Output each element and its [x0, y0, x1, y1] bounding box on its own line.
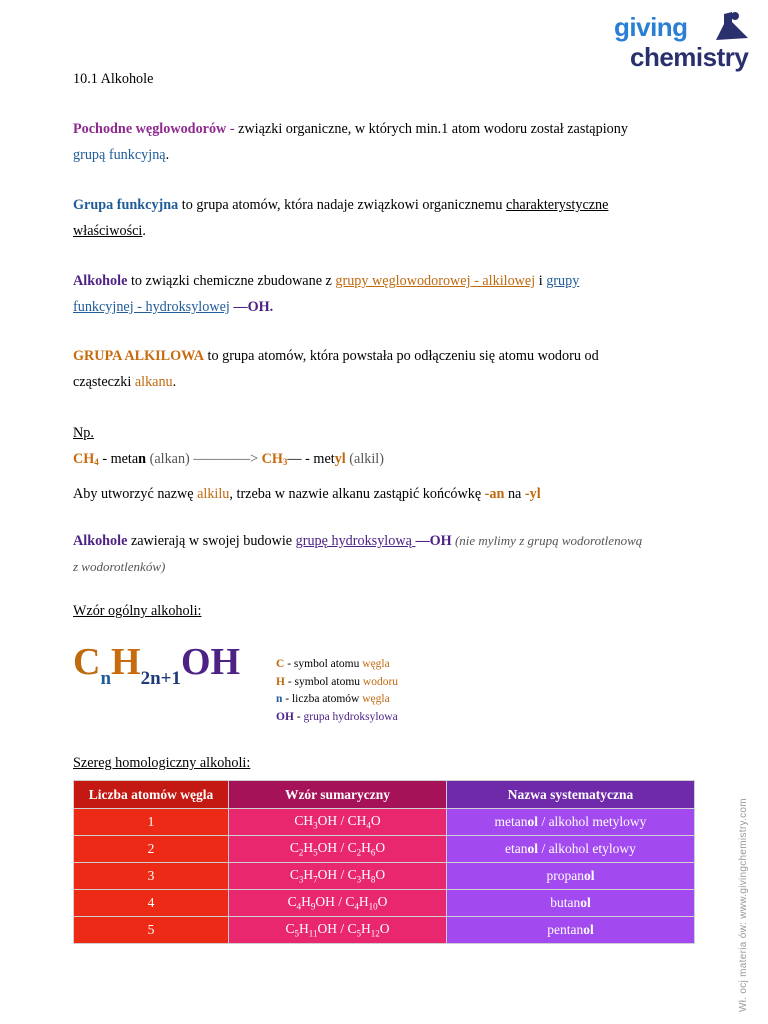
note: z wodorotlenków) — [73, 559, 166, 574]
formula-c: C — [73, 641, 101, 683]
giving-chemistry-logo — [614, 10, 764, 74]
example-block — [73, 420, 693, 507]
functional-group-link: grupą funkcyjną — [73, 147, 166, 163]
legend-word: węgla — [362, 693, 390, 705]
cell-formula: $C_2H_5OH / C_2H_6O$ — [229, 836, 447, 863]
logo-line1: giving — [614, 12, 688, 42]
text: (alkan) ————> — [146, 451, 262, 467]
homologous-series-table — [73, 780, 695, 944]
text: związki organiczne, w których min.1 atom wodoru został zastąpiony — [238, 121, 628, 137]
term-alkyl-group: GRUPA ALKILOWA — [73, 348, 204, 364]
text: to grupa atomów, która powstała po odłączeniu się atomu wodoru od — [204, 348, 599, 364]
term-alcohols: Alkohole — [73, 533, 128, 549]
header-carbon-count: Liczba atomów węgla — [74, 781, 229, 809]
text: alkilu — [197, 486, 230, 502]
hydroxyl-group-link: funkcyjnej - hydroksylowej — [73, 299, 230, 315]
term-alcohols: Alkohole — [73, 273, 128, 289]
paragraph-alkyl-group — [73, 343, 693, 395]
formula-h: H — [111, 641, 141, 683]
text: to grupa atomów, która nadaje związkowi organicznemu — [178, 197, 507, 213]
alkyl-group-link: grupy węglowodorowej - alkilowej — [335, 273, 536, 289]
legend-item — [276, 709, 398, 727]
paragraph-hydroxyl — [73, 528, 693, 580]
subscript: 3 — [282, 457, 288, 467]
cell-name: propanol — [447, 863, 695, 890]
cell-formula: $C_4H_9OH / C_4H_{10}O$ — [229, 890, 447, 917]
example-label: Np. — [73, 425, 94, 441]
term-derivatives: Pochodne węglowodorów — [73, 121, 227, 137]
text: i — [535, 273, 547, 289]
flask-icon — [710, 10, 754, 42]
underlined-text: charakterystyczne — [506, 197, 609, 213]
legend-symbol: n — [276, 693, 283, 705]
cell-name: butanol — [447, 890, 695, 917]
note: (nie mylimy z grupą wodorotlenową — [451, 533, 643, 548]
legend-word: grupa hydroksylowa — [303, 710, 398, 723]
text: cząsteczki — [73, 374, 135, 390]
dot: . — [165, 147, 170, 163]
legend-text: - symbol atomu — [284, 658, 363, 670]
text: (alkil) — [345, 451, 384, 467]
legend-symbol: H — [276, 675, 285, 688]
suffix: -yl — [524, 486, 541, 502]
underlined-text: właściwości — [73, 223, 143, 239]
text: to związki chemiczne zbudowane z — [127, 273, 336, 289]
oh-group: —OH. — [229, 299, 274, 315]
hydroxyl-group-link: grupę hydroksylową — [295, 533, 416, 549]
cell-carbon-count: 5 — [74, 917, 229, 944]
cell-name: etanol / alkohol etylowy — [447, 836, 695, 863]
table-header-row — [74, 781, 695, 809]
text: n — [138, 451, 147, 467]
formula-legend — [276, 656, 398, 726]
dash: - — [226, 121, 239, 137]
general-formula-title: Wzór ogólny alkoholi: — [73, 603, 202, 619]
dot: . — [142, 223, 146, 239]
formula-oh: OH — [181, 641, 241, 683]
watermark-text: Wł. ocj materia ów: www.givingchemistry.com — [738, 798, 749, 1012]
suffix: yl — [334, 451, 346, 467]
cell-carbon-count: 1 — [74, 809, 229, 836]
text: - meta — [98, 451, 139, 467]
table-row — [74, 809, 695, 836]
table-row — [74, 890, 695, 917]
formula: CH — [261, 451, 283, 467]
header-name: Nazwa systematyczna — [447, 781, 695, 809]
paragraph-functional-group — [73, 192, 693, 244]
table-row — [74, 863, 695, 890]
cell-carbon-count: 2 — [74, 836, 229, 863]
legend-symbol: C — [276, 658, 285, 670]
formula-n: n — [100, 668, 112, 689]
hydroxyl-group-link: grupy — [546, 273, 580, 289]
suffix: -an — [484, 486, 505, 502]
cell-carbon-count: 4 — [74, 890, 229, 917]
cell-formula: $CH_3OH / CH_4O$ — [229, 809, 447, 836]
cell-carbon-count: 3 — [74, 863, 229, 890]
term-functional-group: Grupa funkcyjna — [73, 197, 179, 213]
paragraph-alcohols — [73, 268, 693, 320]
legend-word: węgla — [362, 658, 390, 670]
homologous-series-title: Szereg homologiczny alkoholi: — [73, 755, 251, 771]
legend-word: wodoru — [362, 675, 399, 688]
legend-item — [276, 674, 398, 692]
table-row — [74, 917, 695, 944]
legend-text: - symbol atomu — [284, 675, 363, 688]
cell-formula: $C_3H_7OH / C_3H_8O$ — [229, 863, 447, 890]
legend-item — [276, 656, 398, 674]
text: — - met — [287, 451, 335, 467]
table-row — [74, 836, 695, 863]
text: na — [504, 486, 525, 502]
rule-line — [73, 481, 541, 507]
formula: CH — [73, 451, 95, 467]
section-heading: 10.1 Alkohole — [73, 71, 154, 87]
text: Aby utworzyć nazwę — [73, 486, 198, 502]
header-formula: Wzór sumaryczny — [229, 781, 447, 809]
subscript: 4 — [94, 457, 99, 467]
general-formula — [73, 640, 240, 690]
cell-formula: $C_5H_{11}OH / C_5H_{12}O$ — [229, 917, 447, 944]
alkane-word: alkanu — [134, 374, 173, 390]
cell-name: pentanol — [447, 917, 695, 944]
paragraph-derivatives — [73, 116, 693, 168]
legend-symbol: OH — [276, 710, 294, 723]
legend-item — [276, 691, 398, 709]
cell-name: metanol / alkohol metylowy — [447, 809, 695, 836]
legend-text: - — [293, 710, 304, 723]
logo-line2: chemistry — [630, 42, 749, 72]
formula-subscript: 2n+1 — [140, 668, 181, 689]
dot: . — [172, 374, 177, 390]
legend-text: - liczba atomów — [282, 693, 363, 705]
text: , trzeba w nazwie alkanu zastąpić końcówkę — [229, 486, 485, 502]
oh-group: —OH — [415, 533, 452, 549]
text: zawierają w swojej budowie — [127, 533, 296, 549]
